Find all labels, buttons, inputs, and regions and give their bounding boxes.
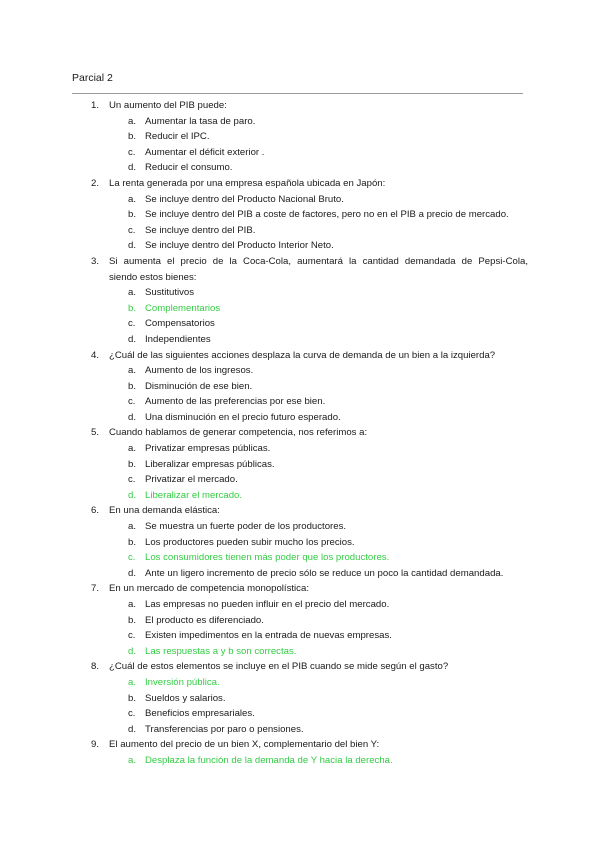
option-letter: d.	[128, 645, 137, 657]
option-letter: d.	[128, 489, 137, 501]
question-number: 6.	[90, 505, 99, 517]
option-letter: d.	[128, 240, 137, 252]
option-text: Liberalizar empresas públicas.	[145, 458, 275, 470]
question-text: En una demanda elástica:	[109, 505, 220, 517]
answer-option	[72, 722, 528, 738]
answer-option	[72, 114, 528, 130]
answer-option	[72, 410, 528, 426]
option-letter: b.	[128, 302, 137, 314]
option-text: Se muestra un fuerte poder de los productores.	[145, 521, 347, 533]
option-letter: a.	[128, 193, 137, 205]
option-letter: c.	[128, 630, 136, 642]
option-letter: b.	[128, 380, 137, 392]
option-letter: d.	[128, 723, 137, 735]
option-text: Los productores pueden subir mucho los precios.	[145, 536, 355, 548]
option-text: Aumentar la tasa de paro.	[145, 115, 256, 127]
answer-option	[72, 691, 528, 707]
option-letter: a.	[128, 365, 137, 377]
option-text: Liberalizar el mercado.	[145, 489, 243, 501]
answer-option	[72, 441, 528, 457]
question-list	[72, 98, 528, 769]
option-text: Los consumidores tienen más poder que los productores.	[145, 552, 390, 564]
option-text: Se incluye dentro del PIB a coste de factores, pero no en el PIB a precio de mercado.	[145, 209, 509, 221]
option-letter: c.	[128, 146, 136, 158]
option-letter: c.	[128, 708, 136, 720]
answer-option	[72, 457, 528, 473]
answer-option	[72, 332, 528, 348]
answer-option	[72, 379, 528, 395]
question-number: 3.	[90, 255, 99, 267]
option-text: Beneficios empresariales.	[145, 708, 255, 720]
answer-option	[72, 535, 528, 551]
option-letter: d.	[128, 567, 137, 579]
question-text-continued: siendo estos bienes:	[109, 271, 197, 283]
option-text: Las respuestas a y b son correctas.	[145, 645, 297, 657]
question-number: 5.	[90, 427, 99, 439]
option-text: Reducir el IPC.	[145, 131, 210, 143]
option-letter: d.	[128, 333, 137, 345]
question-7	[72, 581, 528, 597]
question-number: 4.	[90, 349, 99, 361]
question-text: Cuando hablamos de generar competencia, nos referimos a:	[109, 427, 368, 439]
option-text: Sueldos y salarios.	[145, 692, 226, 704]
option-text: El producto es diferenciado.	[145, 614, 264, 626]
option-text: Se incluye dentro del PIB.	[145, 224, 256, 236]
option-letter: c.	[128, 396, 136, 408]
option-letter: b.	[128, 131, 137, 143]
option-letter: a.	[128, 599, 137, 610]
option-letter: a.	[128, 115, 137, 127]
question-text: Si aumenta el precio de la Coca-Cola, aumentará la cantidad demandada de Pepsi-Cola,	[109, 255, 528, 267]
answer-option	[72, 223, 528, 239]
question-4	[72, 348, 528, 364]
option-letter: b.	[128, 458, 137, 470]
question-text: Un aumento del PIB puede:	[109, 100, 227, 111]
answer-option-correct	[72, 753, 528, 769]
answer-option	[72, 566, 528, 582]
option-text: Se incluye dentro del Producto Interior Neto.	[145, 240, 334, 252]
question-text: ¿Cuál de estos elementos se incluye en el PIB cuando se mide según el gasto?	[109, 661, 449, 673]
option-letter: d.	[128, 162, 137, 174]
option-letter: c.	[128, 474, 136, 486]
option-letter: a.	[128, 287, 137, 299]
option-letter: b.	[128, 209, 137, 221]
answer-option-correct	[72, 675, 528, 691]
answer-option	[72, 129, 528, 145]
answer-option-correct	[72, 550, 528, 566]
question-number: 2.	[90, 177, 99, 189]
option-text: Existen impedimentos en la entrada de nuevas empresas.	[145, 630, 392, 642]
question-text: En un mercado de competencia monopolística:	[109, 583, 309, 595]
option-letter: a.	[128, 676, 137, 688]
option-letter: c.	[128, 552, 136, 564]
answer-option	[72, 145, 528, 161]
option-letter: a.	[128, 443, 137, 455]
question-8	[72, 659, 528, 675]
answer-option-correct	[72, 644, 528, 660]
answer-option-correct	[72, 301, 528, 317]
page-title: Parcial 2	[72, 72, 113, 84]
answer-option	[72, 363, 528, 379]
answer-option-correct	[72, 488, 528, 504]
question-number: 9.	[90, 739, 99, 751]
option-letter: d.	[128, 411, 137, 423]
question-9	[72, 737, 528, 753]
answer-option	[72, 160, 528, 176]
answer-option	[72, 285, 528, 301]
option-text: Independientes	[145, 333, 211, 345]
option-text: Privatizar el mercado.	[145, 474, 238, 486]
question-text: La renta generada por una empresa española ubicada en Japón:	[109, 177, 386, 189]
option-letter: c.	[128, 224, 136, 236]
answer-option	[72, 472, 528, 488]
option-letter: c.	[128, 318, 136, 330]
option-letter: b.	[128, 536, 137, 548]
answer-option	[72, 597, 528, 613]
answer-option	[72, 316, 528, 332]
option-letter: a.	[128, 754, 137, 766]
option-text: Aumento de los ingresos.	[145, 365, 254, 377]
answer-option	[72, 238, 528, 254]
question-number: 8.	[90, 661, 99, 673]
option-text: Disminución de ese bien.	[145, 380, 253, 392]
option-text: Complementarios	[145, 302, 221, 314]
option-letter: b.	[128, 614, 137, 626]
option-letter: a.	[128, 521, 137, 533]
option-letter: b.	[128, 692, 137, 704]
option-text: Desplaza la función de la demanda de Y hacia la derecha.	[145, 754, 393, 766]
question-number: 1.	[90, 100, 99, 111]
answer-option	[72, 207, 528, 223]
option-text: Las empresas no pueden influir en el precio del mercado.	[145, 599, 390, 610]
question-5	[72, 425, 528, 441]
question-text: ¿Cuál de las siguientes acciones desplaza la curva de demanda de un bien a la izquierda?	[109, 349, 496, 361]
option-text: Una disminución en el precio futuro esperado.	[145, 411, 341, 423]
option-text: Sustitutivos	[145, 287, 195, 299]
option-text: Se incluye dentro del Producto Nacional Bruto.	[145, 193, 344, 205]
question-number: 7.	[90, 583, 99, 595]
option-text: Inversión pública.	[145, 676, 220, 688]
question-6	[72, 503, 528, 519]
option-text: Aumentar el déficit exterior .	[145, 146, 265, 158]
answer-option	[72, 613, 528, 629]
question-text: El aumento del precio de un bien X, complementario del bien Y:	[109, 739, 380, 751]
option-text: Aumento de las preferencias por ese bien.	[145, 396, 326, 408]
answer-option	[72, 519, 528, 535]
question-2	[72, 176, 528, 192]
answer-option	[72, 192, 528, 208]
answer-option	[72, 628, 528, 644]
option-text: Ante un ligero incremento de precio sólo se reduce un poco la cantidad demandada.	[145, 567, 504, 579]
header-rule	[72, 93, 523, 94]
option-text: Privatizar empresas públicas.	[145, 443, 271, 455]
option-text: Transferencias por paro o pensiones.	[145, 723, 304, 735]
answer-option	[72, 706, 528, 722]
question-3	[72, 254, 528, 285]
option-text: Reducir el consumo.	[145, 162, 233, 174]
question-1	[72, 98, 528, 114]
answer-option	[72, 394, 528, 410]
option-text: Compensatorios	[145, 318, 215, 330]
